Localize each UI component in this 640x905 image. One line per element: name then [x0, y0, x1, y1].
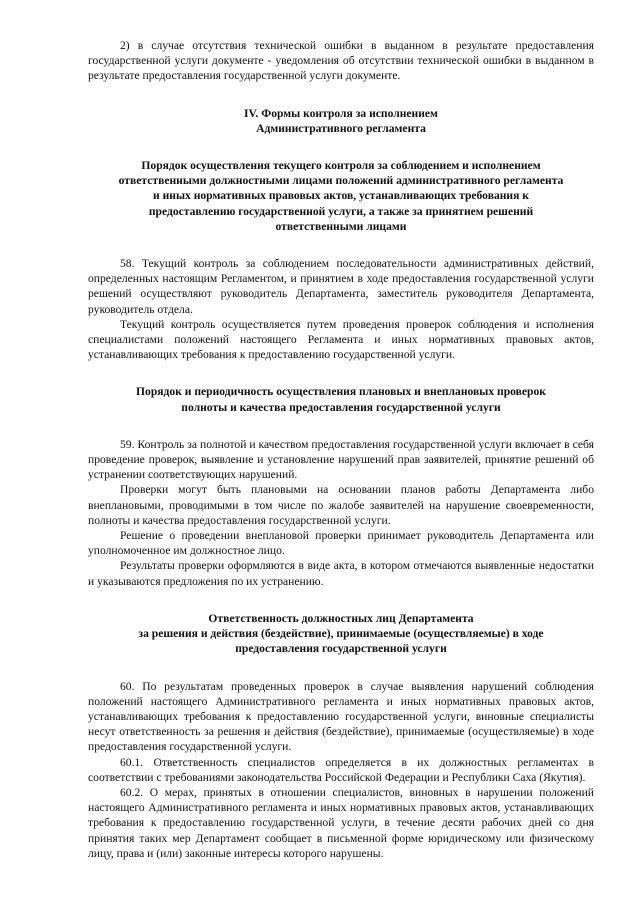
- paragraph-59-decision: Решение о проведении внеплановой проверки принимает руководитель Департамента или уполномоченное им должностное лицо.: [88, 529, 594, 558]
- paragraph-60-2: 60.2. О мерах, принятых в отношении специалистов, виновных в нарушении положений настоящего Административного регламента и иных нормативных правовых актов, устанавливающих требования к предоставлению государственной услуги, в течение десяти рабочих дней со дня принятия таких мер Департамент сообщает в письменной форме юридическому или физическому лицу, права и (или) законные интересы которого нарушены.: [88, 785, 594, 860]
- paragraph-58-continued: Текущий контроль осуществляется путем проведения проверок соблюдения и исполнения специалистами положений настоящего Регламента и иных нормативных правовых актов, устанавливающих требования к предоставлению государственной услуги.: [88, 317, 594, 362]
- section-title: [88, 106, 594, 136]
- paragraph-59: 59. Контроль за полнотой и качеством предоставления государственной услуги включает в себя проведение проверок, выявление и установление нарушений прав заявителей, принятие решений об устранении соответствующих нарушений.: [88, 437, 594, 482]
- paragraph-59-results: Результаты проверки оформляются в виде акта, в котором отмечаются выявленные недостатки и указываются предложения по их устранению.: [88, 559, 594, 588]
- paragraph-60-1: 60.1. Ответственность специалистов определяется в их должностных регламентах в соответствии с требованиями законодательства Российской Федерации и Республики Саха (Якутия).: [88, 755, 594, 784]
- paragraph-58: 58. Текущий контроль за соблюдением последовательности административных действий, определенных настоящим Регламентом, и принятием в ходе предоставления государственной услуги решений осуществляют руководитель Департамента, заместитель руководителя Департамента, руководитель отдела.: [88, 257, 594, 316]
- paragraph-60: 60. По результатам проведенных проверок в случае выявления нарушений соблюдения положений настоящего Административного регламента и иных нормативных правовых актов, устанавливающих требования к предоставлению государственной услуги, виновные специалисты несут ответственность за решения и действия (бездействие), принимаемые (осуществляемые) в ходе предоставления государственной услуги.: [88, 679, 594, 754]
- subsection-heading-current-control: Порядок осуществления текущего контроля за соблюдением и исполнением ответственными должностными лицами положений административного регламента и иных нормативных правовых актов, устанавливающих требования к предоставлению государственной услуги, а также за принятием решений ответственными лицами: [118, 159, 564, 233]
- subsection-heading-inspections: Порядок и периодичность осуществления плановых и внеплановых проверок полноты и качества предоставления государственной услуги: [136, 385, 546, 414]
- subsection-heading-responsibility-line2: за решения и действия (бездействие), принимаемые (осуществляемые) в ходе предоставления государственной услуги: [138, 627, 544, 656]
- section-title-line2: Административного регламента: [256, 121, 426, 135]
- paragraph-59-inspections: Проверки могут быть плановыми на основании планов работы Департамента либо внеплановыми, проводимыми в том числе по жалобе заявителей на нарушение своевременности, полноты и качества предоставления государственной услуги.: [88, 483, 594, 527]
- paragraph-item-2: 2) в случае отсутствия технической ошибки в выданном в результате предоставления государственной услуги документе - уведомления об отсутствии технической ошибки в выданном в результате предоставления государственной услуги документе.: [88, 39, 594, 83]
- subsection-heading-responsibility-line1: Ответственность должностных лиц Департамента: [208, 611, 474, 625]
- subsection-heading-responsibility: [88, 611, 594, 657]
- section-title-line1: IV. Формы контроля за исполнением: [244, 106, 438, 120]
